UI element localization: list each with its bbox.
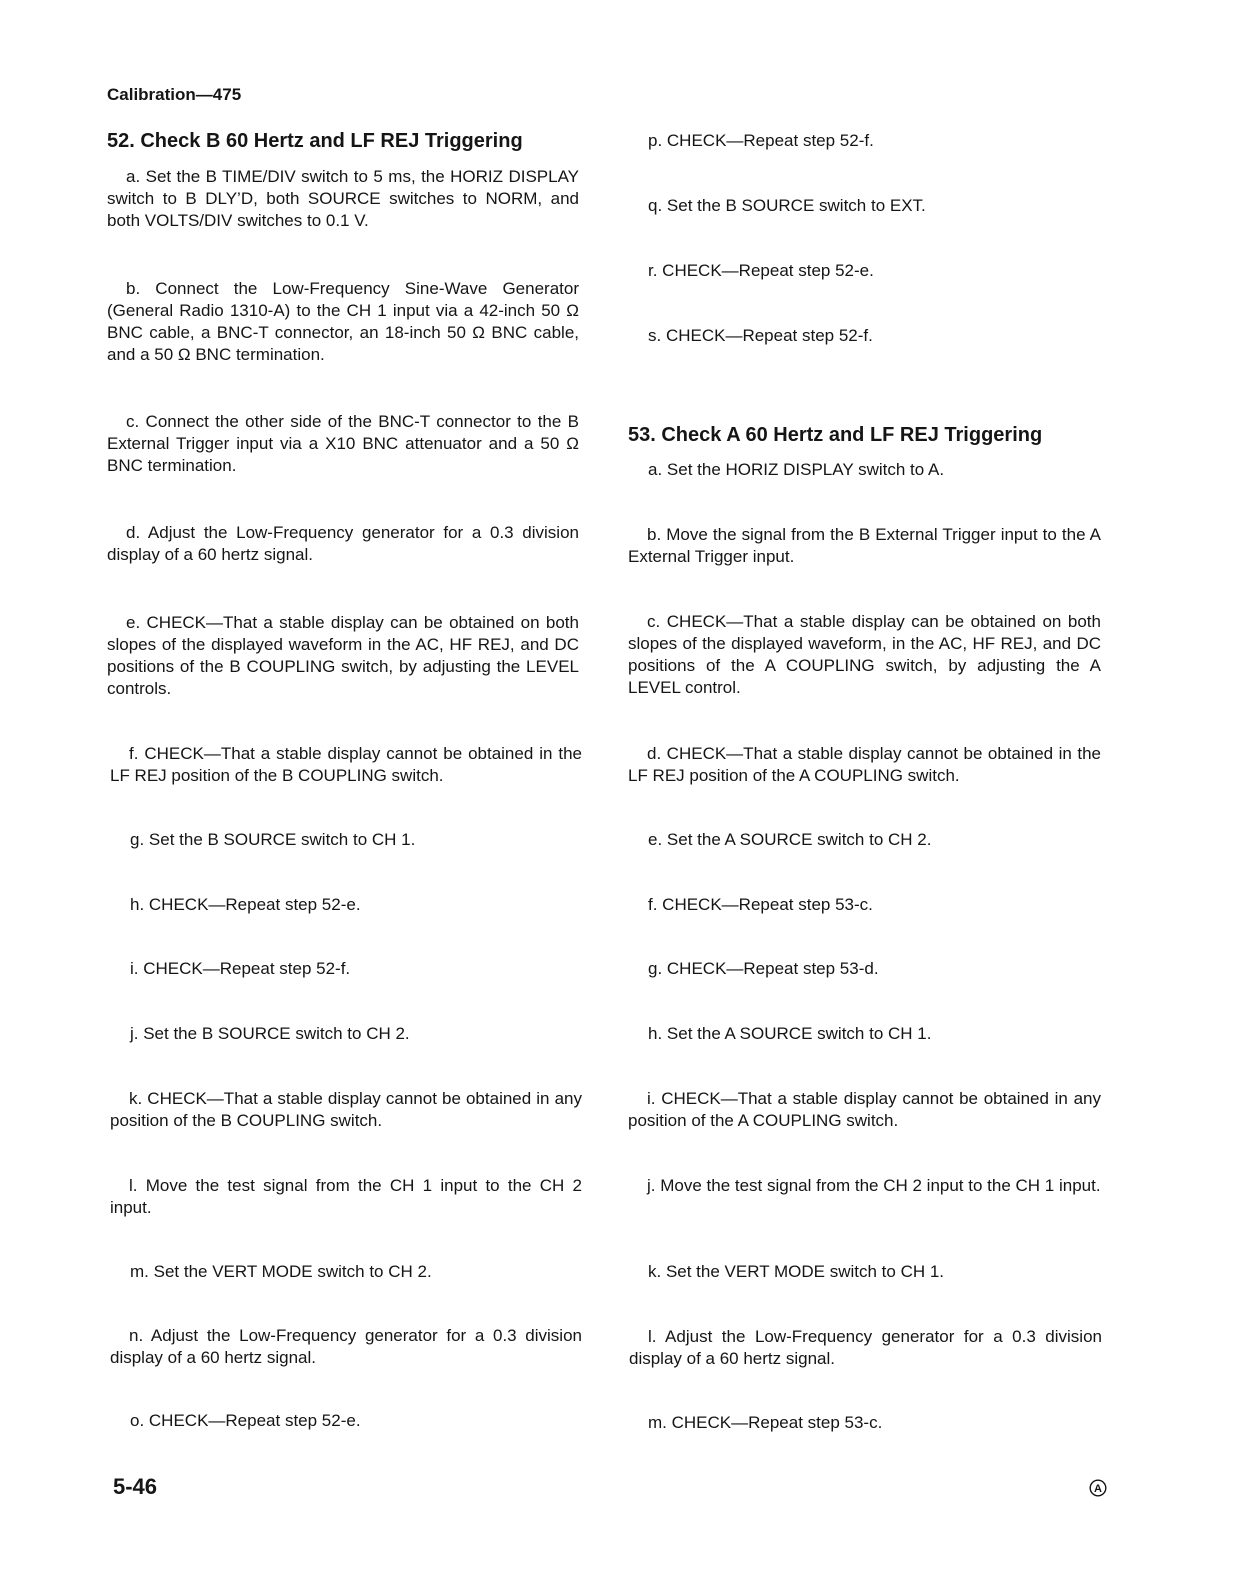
svg-text:A: A (1094, 1483, 1102, 1495)
page-number: 5-46 (113, 1474, 158, 1499)
step-52-n: n. Adjust the Low-Frequency generator for a 0.3 division display of a 60 hertz signal. (110, 1326, 582, 1367)
section-52-heading: 52. Check B 60 Hertz and LF REJ Triggering (107, 130, 523, 152)
step-52-k: k. CHECK—That a stable display cannot be obtained in any position of the B COUPLING switch. (110, 1089, 582, 1130)
step-53-d: d. CHECK—That a stable display cannot be obtained in the LF REJ position of the A COUPLING switch. (628, 744, 1101, 785)
step-53-a: a. Set the HORIZ DISPLAY switch to A. (648, 460, 945, 479)
step-52-l: l. Move the test signal from the CH 1 input to the CH 2 input. (110, 1176, 582, 1217)
step-53-h: h. Set the A SOURCE switch to CH 1. (648, 1024, 932, 1043)
step-53-j: j. Move the test signal from the CH 2 input to the CH 1 input. (647, 1176, 1101, 1195)
step-52-s: s. CHECK—Repeat step 52-f. (648, 326, 873, 345)
step-53-c: c. CHECK—That a stable display can be obtained on both slopes of the displayed waveform, in the AC, HF REJ, and DC positions of the A COUPLING switch, by adjusting the A LEVEL control. (628, 612, 1101, 697)
step-53-m: m. CHECK—Repeat step 53-c. (648, 1413, 883, 1432)
revision-mark-icon (1089, 1479, 1107, 1497)
section-53-heading: 53. Check A 60 Hertz and LF REJ Triggering (628, 424, 1043, 446)
step-52-a: a. Set the B TIME/DIV switch to 5 ms, the HORIZ DISPLAY switch to B DLY’D, both SOURCE switches to NORM, and both VOLTS/DIV switches to 0.1 V. (107, 167, 579, 230)
step-53-k: k. Set the VERT MODE switch to CH 1. (648, 1262, 945, 1281)
step-52-h: h. CHECK—Repeat step 52-e. (130, 895, 361, 914)
step-53-e: e. Set the A SOURCE switch to CH 2. (648, 830, 932, 849)
step-53-i: i. CHECK—That a stable display cannot be obtained in any position of the A COUPLING switch. (628, 1089, 1101, 1130)
step-52-e: e. CHECK—That a stable display can be obtained on both slopes of the displayed waveform in the AC, HF REJ, and DC positions of the B COUPLING switch, by adjusting the LEVEL controls. (107, 613, 579, 698)
step-52-m: m. Set the VERT MODE switch to CH 2. (130, 1262, 432, 1281)
step-52-d: d. Adjust the Low-Frequency generator for a 0.3 division display of a 60 hertz signal. (107, 523, 579, 564)
step-52-i: i. CHECK—Repeat step 52-f. (130, 959, 351, 978)
step-52-j: j. Set the B SOURCE switch to CH 2. (130, 1024, 410, 1043)
step-52-c: c. Connect the other side of the BNC-T connector to the B External Trigger input via a X10 BNC attenuator and a 50 Ω BNC termination. (107, 412, 579, 475)
step-53-b: b. Move the signal from the B External Trigger input to the A External Trigger input. (628, 525, 1101, 566)
step-52-p: p. CHECK—Repeat step 52-f. (648, 131, 874, 150)
step-53-f: f. CHECK—Repeat step 53-c. (648, 895, 873, 914)
step-52-q: q. Set the B SOURCE switch to EXT. (648, 196, 926, 215)
step-52-g: g. Set the B SOURCE switch to CH 1. (130, 830, 416, 849)
step-52-r: r. CHECK—Repeat step 52-e. (648, 261, 874, 280)
step-52-f: f. CHECK—That a stable display cannot be obtained in the LF REJ position of the B COUPLING switch. (110, 744, 582, 785)
step-52-b: b. Connect the Low-Frequency Sine-Wave Generator (General Radio 1310-A) to the CH 1 input via a 42-inch 50 Ω BNC cable, a BNC-T connector, an 18-inch 50 Ω BNC cable, and a 50 Ω BNC termination. (107, 279, 579, 364)
step-53-l: l. Adjust the Low-Frequency generator for a 0.3 division display of a 60 hertz signal. (629, 1327, 1102, 1368)
step-52-o: o. CHECK—Repeat step 52-e. (130, 1411, 361, 1430)
running-header: Calibration—475 (107, 85, 242, 104)
step-53-g: g. CHECK—Repeat step 53-d. (648, 959, 879, 978)
